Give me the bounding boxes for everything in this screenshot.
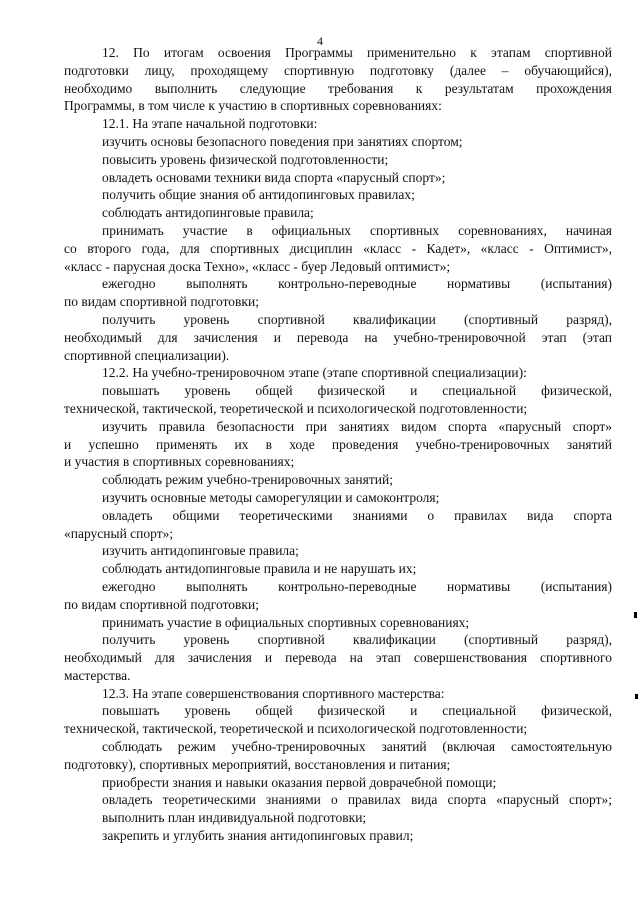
text-line: необходимый для зачисления и перевода на этап совершенствования спортивного <box>64 650 612 666</box>
text-line: овладеть общими теоретическими знаниями о правилах вида спорта <box>102 507 612 523</box>
text-line: соблюдать режим учебно-тренировочных занятий (включая самостоятельную <box>102 739 612 755</box>
text-line: овладеть основами техники вида спорта «парусный спорт»; <box>102 169 446 185</box>
text-line: закрепить и углубить знания антидопинговых правил; <box>102 828 414 844</box>
page-number: 4 <box>317 34 323 48</box>
document-body <box>64 44 612 845</box>
text-line: соблюдать режим учебно-тренировочных занятий; <box>102 472 393 488</box>
text-line: «класс - парусная доска Техно», «класс - буер Ледовый оптимист»; <box>64 258 451 274</box>
text-line: по видам спортивной подготовки; <box>64 294 259 310</box>
text-line: соблюдать антидопинговые правила; <box>102 205 314 221</box>
text-line: «парусный спорт»; <box>64 525 174 541</box>
text-line: 12. По итогам освоения Программы применительно к этапам спортивной <box>102 45 612 60</box>
text-line: 12.2. На учебно-тренировочном этапе (этапе спортивной специализации): <box>102 365 527 381</box>
text-line: 12.3. На этапе совершенствования спортивного мастерства: <box>102 685 445 701</box>
text-line: принимать участие в официальных спортивных соревнованиях, начиная <box>102 222 612 238</box>
text-line: получить общие знания об антидопинговых правилах; <box>102 187 415 203</box>
text-line: необходимый для зачисления и перевода на учебно-тренировочной этап (этап <box>64 329 612 345</box>
text-line: мастерства. <box>64 667 131 683</box>
text-line: изучить антидопинговые правила; <box>102 543 299 559</box>
text-line: повысить уровень физической подготовленности; <box>102 151 389 167</box>
text-line: изучить правила безопасности при занятиях видом спорта «парусный спорт» <box>102 418 612 434</box>
text-line: ежегодно выполнять контрольно-переводные нормативы (испытания) <box>102 578 612 594</box>
text-line: изучить основные методы саморегуляции и самоконтроля; <box>102 489 440 505</box>
text-line: получить уровень спортивной квалификации (спортивный разряд), <box>102 311 612 327</box>
scan-speck <box>635 694 638 699</box>
text-line: получить уровень спортивной квалификации (спортивный разряд), <box>102 632 612 648</box>
text-line: подготовку), спортивных мероприятий, восстановления и питания; <box>64 756 451 772</box>
text-line: необходимо выполнить следующие требования к результатам прохождения <box>64 80 612 96</box>
scan-speck <box>634 612 637 618</box>
text-line: повышать уровень общей физической и специальной физической, <box>102 703 612 719</box>
text-line: спортивной специализации). <box>64 347 230 363</box>
text-line: по видам спортивной подготовки; <box>64 596 259 612</box>
text-line: технической, тактической, теоретической и психологической подготовленности; <box>64 400 528 416</box>
text-line: овладеть теоретическими знаниями о правилах вида спорта «парусный спорт»; <box>102 792 612 808</box>
text-line: выполнить план индивидуальной подготовки; <box>102 810 367 826</box>
text-line: ежегодно выполнять контрольно-переводные нормативы (испытания) <box>102 276 612 292</box>
text-line: приобрести знания и навыки оказания первой доврачебной помощи; <box>102 774 497 790</box>
text-line: и участия в спортивных соревнованиях; <box>64 454 295 470</box>
text-line: 12.1. На этапе начальной подготовки: <box>102 116 318 132</box>
text-line: со второго года, для спортивных дисциплин «класс - Кадет», «класс - Оптимист», <box>64 240 612 256</box>
text-line: повышать уровень общей физической и специальной физической, <box>102 383 612 399</box>
text-line: и успешно применять их в ходе проведения учебно-тренировочных занятий <box>64 436 612 452</box>
text-line: технической, тактической, теоретической и психологической подготовленности; <box>64 721 528 737</box>
text-line: изучить основы безопасного поведения при занятиях спортом; <box>102 133 463 149</box>
text-line: соблюдать антидопинговые правила и не нарушать их; <box>102 561 417 577</box>
text-line: подготовки лицу, проходящему спортивную подготовку (далее – обучающийся), <box>64 62 612 78</box>
text-line: принимать участие в официальных спортивных соревнованиях; <box>102 614 470 630</box>
text-line: Программы, в том числе к участию в спортивных соревнованиях: <box>64 98 442 114</box>
